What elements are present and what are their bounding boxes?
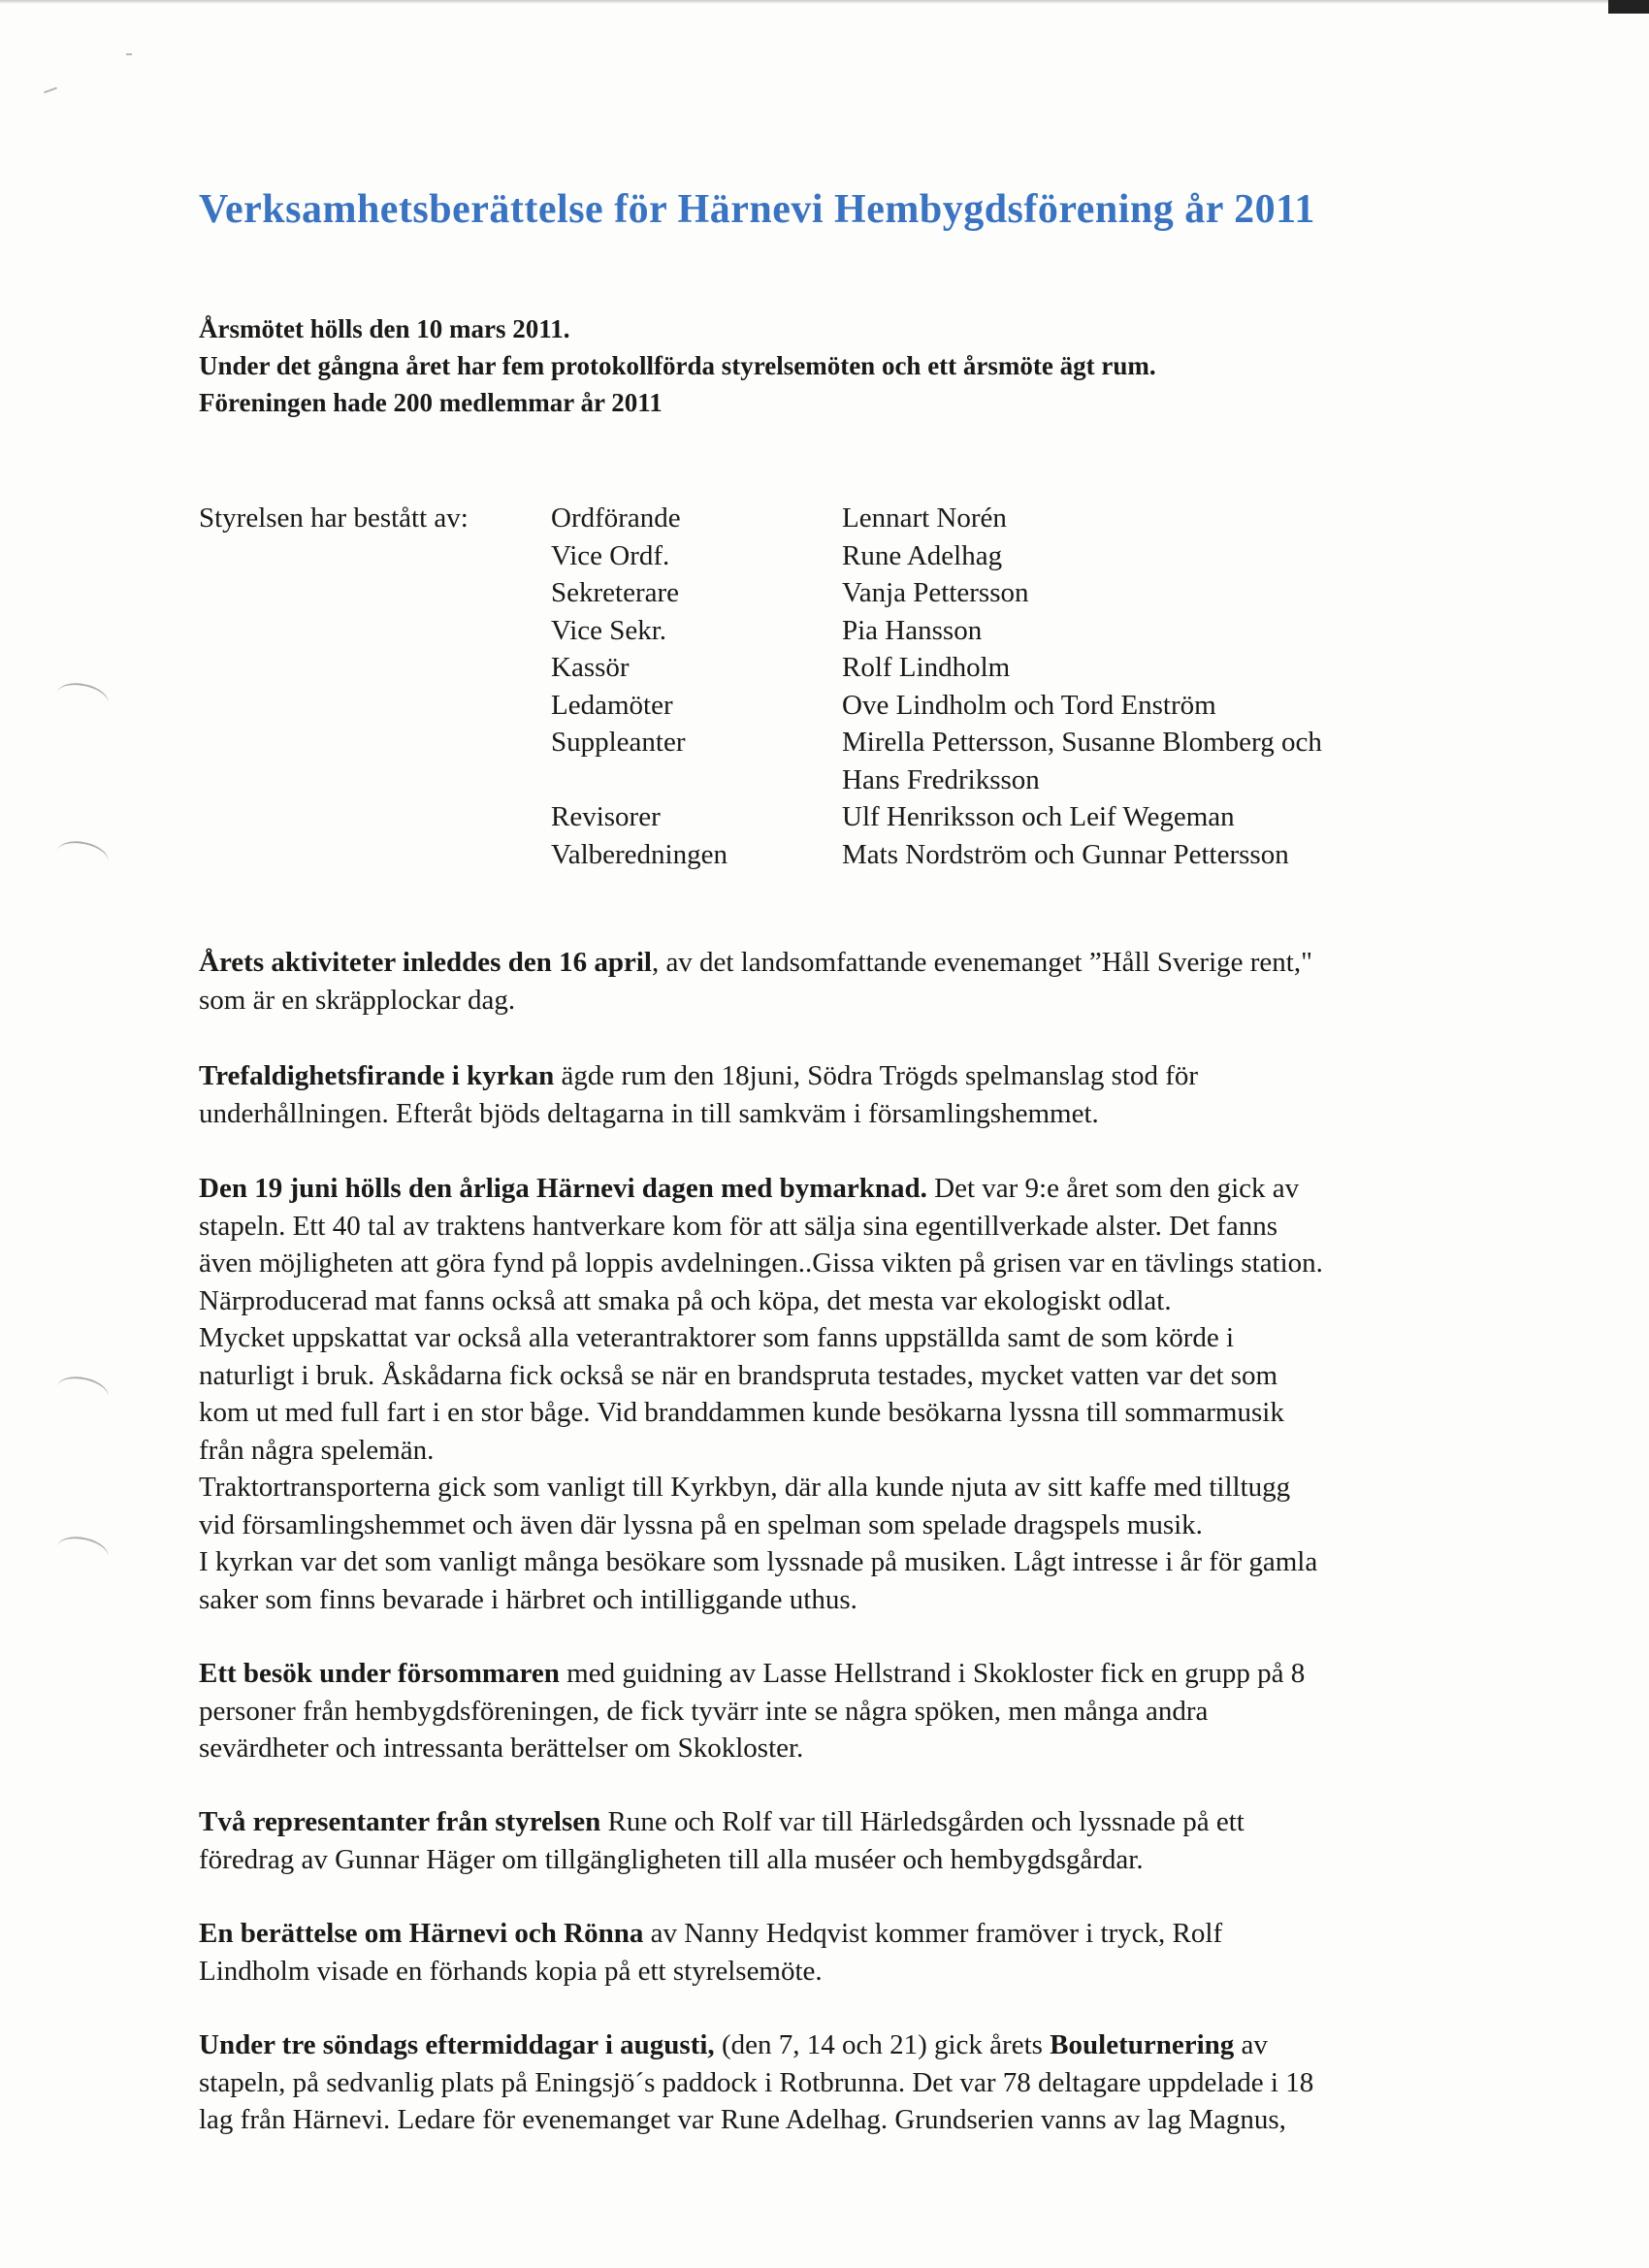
activity-paragraph <box>199 1655 1499 1767</box>
board-role: Vice Ordf. <box>551 539 670 571</box>
board-name: Vanja Pettersson <box>842 577 1029 608</box>
paragraph-lead: Den 19 juni hölls den årliga Härnevi dagen med bymarknad. <box>199 1173 927 1204</box>
board-role: Vice Sekr. <box>551 614 667 646</box>
paragraph-lead: Bouleturnering <box>1050 2029 1235 2060</box>
paragraph-line <box>199 1803 1499 1841</box>
board-roles-column <box>551 500 728 873</box>
board-name: Ove Lindholm och Tord Enström <box>842 689 1216 721</box>
paragraph-line <box>199 2026 1499 2064</box>
paragraph-line: sevärdheter och intressanta berättelser om Skokloster. <box>199 1733 804 1764</box>
punch-hole-mark <box>53 1533 111 1572</box>
activity-paragraph <box>199 944 1499 1019</box>
punch-hole-mark <box>53 1373 111 1412</box>
paragraph-lead: Trefaldighetsfirande i kyrkan <box>199 1060 555 1091</box>
scan-edge <box>0 0 1649 4</box>
paragraph-text: ägde rum den 18juni, Södra Trögds spelmanslag stod för <box>554 1060 1199 1091</box>
intro-line: Under det gångna året har fem protokollförda styrelsemöten och ett årsmöte ägt rum. <box>199 351 1156 380</box>
paragraph-lead: Ett besök under försommaren <box>199 1658 560 1689</box>
paragraph-line: Mycket uppskattat var också alla veterantraktorer som fanns uppställda samt de som körde i <box>199 1322 1235 1353</box>
punch-hole-mark <box>53 837 111 877</box>
paragraph-line: naturligt i bruk. Åskådarna fick också se när en brandspruta testades, mycket vatten var det som <box>199 1359 1278 1391</box>
board-role: Ordförande <box>551 502 681 534</box>
board-role: Revisorer <box>551 801 661 832</box>
activity-paragraph <box>199 2026 1499 2139</box>
paragraph-line: Lindholm visade en förhands kopia på ett styrelsemöte. <box>199 1955 823 1987</box>
paragraph-line: vid församlingshemmet och även där lyssna på en spelman som spelade dragspels musik. <box>199 1508 1203 1540</box>
punch-hole-mark <box>53 679 111 719</box>
paragraph-line <box>199 1170 1499 1208</box>
board-name: Ulf Henriksson och Leif Wegeman <box>842 801 1235 832</box>
paragraph-text: , av det landsomfattande evenemanget ”Håll Sverige rent," <box>651 947 1312 978</box>
activity-paragraph <box>199 1170 1499 1618</box>
paragraph-line: Närproducerad mat fanns också att smaka på och köpa, det mesta var ekologiskt odlat. <box>199 1284 1172 1316</box>
paragraph-lead: En berättelse om Härnevi och Rönna <box>199 1918 644 1949</box>
board-name: Pia Hansson <box>842 614 983 646</box>
paragraph-line: saker som finns bevarade i härbret och intilliggande uthus. <box>199 1583 857 1615</box>
board-name: Mats Nordström och Gunnar Pettersson <box>842 838 1289 870</box>
intro-line: Årsmötet hölls den 10 mars 2011. <box>199 314 570 343</box>
paragraph-line: kom ut med full fart i en stor båge. Vid branddammen kunde besökarna lyssna till sommarmusik <box>199 1397 1284 1428</box>
paragraph-lead: Två representanter från styrelsen <box>199 1806 601 1837</box>
intro-line: Föreningen hade 200 medlemmar år 2011 <box>199 388 663 417</box>
board-role: Ledamöter <box>551 689 673 721</box>
intro-block <box>199 310 1156 421</box>
paragraph-line <box>199 1915 1499 1953</box>
board-role: Sekreterare <box>551 577 680 608</box>
paragraph-line: stapeln. Ett 40 tal av traktens hantverkare kom för att sälja sina egentillverkade alster. Det fanns <box>199 1210 1278 1242</box>
activity-paragraph <box>199 1803 1499 1878</box>
paragraph-line: föredrag av Gunnar Häger om tillgängligheten till alla muséer och hembygdsgårdar. <box>199 1843 1144 1875</box>
board-name: Rune Adelhag <box>842 539 1003 571</box>
board-names-column <box>842 500 1322 873</box>
paragraph-text: av <box>1234 2029 1268 2060</box>
paragraph-line: även möjligheten att göra fynd på loppis avdelningen..Gissa vikten på grisen var en tävlings station. <box>199 1247 1323 1279</box>
board-name: Rolf Lindholm <box>842 652 1011 683</box>
activity-paragraph <box>199 1057 1499 1132</box>
paragraph-line: som är en skräpplockar dag. <box>199 984 516 1016</box>
paragraph-line: från några spelemän. <box>199 1434 435 1466</box>
activity-paragraph <box>199 1915 1499 1990</box>
paragraph-line: lag från Härnevi. Ledare för evenemanget var Rune Adelhag. Grundserien vanns av lag Magnus, <box>199 2104 1286 2135</box>
paragraph-line <box>199 944 1499 982</box>
paragraph-text: med guidning av Lasse Hellstrand i Skokloster fick en grupp på 8 <box>559 1658 1306 1689</box>
paragraph-text: av Nanny Hedqvist kommer framöver i tryck, Rolf <box>643 1918 1223 1949</box>
document-title: Verksamhetsberättelse för Härnevi Hembygdsförening år 2011 <box>199 187 1315 232</box>
board-role: Valberedningen <box>551 838 728 870</box>
paragraph-text: (den 7, 14 och 21) gick årets <box>714 2029 1051 2060</box>
paragraph-lead: Under tre söndags eftermiddagar i augusti, <box>199 2029 715 2060</box>
board-role: Suppleanter <box>551 727 686 758</box>
paragraph-line: Traktortransporterna gick som vanligt till Kyrkbyn, där alla kunde njuta av sitt kaffe med tilltugg <box>199 1472 1291 1503</box>
scan-corner-mark <box>1608 0 1649 14</box>
paragraph-text: Det var 9:e året som den gick av <box>926 1173 1300 1204</box>
board-name: Hans Fredriksson <box>842 763 1040 795</box>
board-role <box>551 761 728 799</box>
paragraph-line: I kyrkan var det som vanligt många besökare som lyssnade på musiken. Lågt intresse i år för gamla <box>199 1546 1318 1577</box>
board-name: Lennart Norén <box>842 502 1007 534</box>
board-role: Kassör <box>551 652 630 683</box>
board-label: Styrelsen har bestått av: <box>199 502 469 534</box>
paragraph-line <box>199 1057 1499 1095</box>
paragraph-text: Rune och Rolf var till Härledsgården och lyssnade på ett <box>600 1806 1245 1837</box>
board-name: Mirella Pettersson, Susanne Blomberg och <box>842 727 1322 758</box>
paragraph-line: personer från hembygdsföreningen, de fick tyvärr inte se några spöken, men många andra <box>199 1695 1209 1727</box>
scan-speck <box>126 53 132 55</box>
paragraph-lead: Årets aktiviteter inleddes den 16 april <box>199 947 652 978</box>
paragraph-line <box>199 1655 1499 1693</box>
scan-speck <box>44 87 57 94</box>
paragraph-line: underhållningen. Efteråt bjöds deltagarna in till samkväm i församlingshemmet. <box>199 1097 1099 1129</box>
paragraph-line: stapeln, på sedvanlig plats på Eningsjö´s paddock i Rotbrunna. Det var 78 deltagare uppdelade i 18 <box>199 2066 1314 2098</box>
